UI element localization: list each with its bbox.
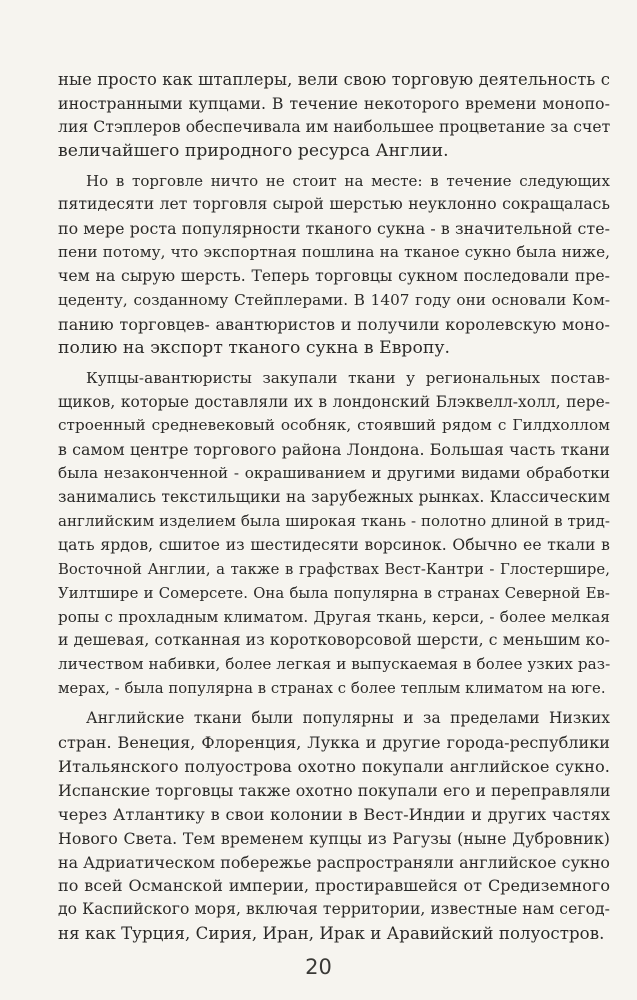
text-line: иностранными купцами. В течение некоторого времени монопо- bbox=[58, 93, 610, 113]
text-line: полию на экспорт тканого сукна в Европу. bbox=[58, 337, 451, 358]
text-line: занимались текстильщики на зарубежных рынках. Классическим bbox=[58, 488, 610, 507]
text-line: лия Стэплеров обеспечивала им наибольшее процветание за счет bbox=[58, 117, 611, 136]
text-line: в самом центре торгового района Лондона. Большая часть ткани bbox=[58, 440, 610, 460]
paragraph bbox=[58, 68, 610, 164]
text-line: щиков, которые доставляли их в лондонский Блэквелл-холл, пере- bbox=[58, 392, 610, 411]
text-line: личеством набивки, более легкая и выпускаемая в более узких раз- bbox=[58, 655, 611, 674]
text-line: чем на сырую шерсть. Теперь торговцы сукном последовали пре- bbox=[58, 267, 610, 286]
text-line: панию торговцев- авантюристов и получили королевскую моно- bbox=[58, 314, 610, 334]
text-line: и дешевая, сотканная из коротковорсовой шерсти, с меньшим ко- bbox=[58, 631, 610, 650]
text-line: до Каспийского моря, включая территории, известные нам сегод- bbox=[58, 900, 610, 919]
text-line: по всей Османской империи, простиравшейся от Средиземного bbox=[58, 876, 610, 896]
text-line: ня как Турция, Сирия, Иран, Ирак и Аравийский полуостров. bbox=[58, 924, 605, 944]
text-line: на Адриатическом побережье распространяли английское сукно bbox=[58, 852, 610, 872]
page-number: 20 bbox=[305, 955, 332, 979]
text-line: Уилтшире и Сомерсете. Она была популярна в странах Северной Ев- bbox=[58, 584, 610, 602]
text-line: была незаконченной - окрашиванием и другими видами обработки bbox=[58, 464, 610, 483]
text-line: величайшего природного ресурса Англии. bbox=[58, 140, 449, 161]
text-line: ропы с прохладным климатом. Другая ткань, керси, - более мелкая bbox=[58, 607, 610, 626]
body-text bbox=[58, 68, 610, 946]
text-line: Испанские торговцы также охотно покупали его и переправляли bbox=[58, 780, 611, 800]
text-line: через Атлантику в свои колонии в Вест-Индии и других частях bbox=[58, 804, 610, 824]
text-line: английским изделием была широкая ткань - полотно длиной в трид- bbox=[58, 512, 610, 531]
text-line: строенный средневековый особняк, стоявший рядом с Гилдхоллом bbox=[58, 416, 610, 435]
text-line: Нового Света. Тем временем купцы из Рагузы (ныне Дубровник) bbox=[58, 828, 610, 848]
text-line: цеденту, созданному Стейплерами. В 1407 году они основали Ком- bbox=[58, 291, 610, 310]
text-line: Восточной Англии, а также в графствах Вест-Кантри - Глостершире, bbox=[58, 560, 610, 578]
paragraph bbox=[58, 170, 610, 361]
text-line: ные просто как штаплеры, вели свою торговую деятельность с bbox=[58, 70, 610, 89]
text-line: по мере роста популярности тканого сукна - в значительной сте- bbox=[58, 219, 610, 239]
paragraph bbox=[58, 707, 610, 946]
text-line: цать ярдов, сшитое из шестидесяти ворсинок. Обычно ее ткали в bbox=[58, 535, 610, 554]
text-line: мерах, - была популярна в странах с более теплым климатом на юге. bbox=[58, 680, 606, 698]
text-line: Итальянского полуострова охотно покупали английское сукно. bbox=[58, 756, 610, 776]
text-line: стран. Венеция, Флоренция, Лукка и другие города-республики bbox=[58, 733, 610, 753]
text-line: Но в торговле ничто не стоит на месте: в течение следующих bbox=[86, 171, 610, 190]
text-line: Английские ткани были популярны и за пределами Низких bbox=[86, 709, 610, 728]
text-line: пятидесяти лет торговля сырой шерстью неуклонно сокращалась bbox=[58, 195, 610, 214]
text-line: пени потому, что экспортная пошлина на тканое сукно была ниже, bbox=[58, 243, 610, 262]
text-line: Купцы-авантюристы закупали ткани у региональных постав- bbox=[86, 368, 610, 387]
paragraph bbox=[58, 367, 610, 701]
